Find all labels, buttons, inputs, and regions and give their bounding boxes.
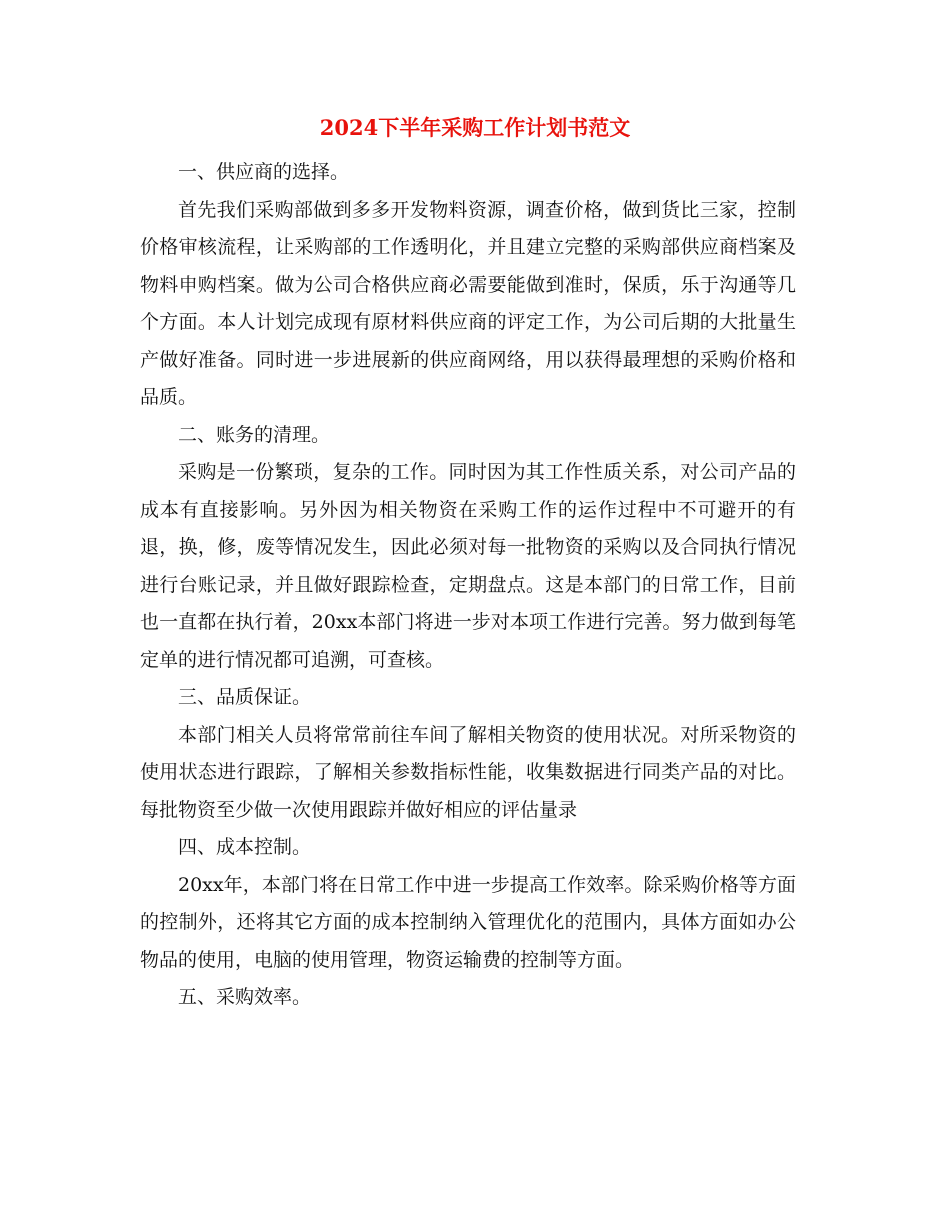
paragraph-cost: 20xx年，本部门将在日常工作中进一步提高工作效率。除采购价格等方面的控制外，还将其它方面的成本控制纳入管理优化的范围内，具体方面如办公物品的使用，电脑的使用管理，物资运输费的控制等方面。	[140, 873, 796, 971]
section-heading-quality: 三、品质保证。	[178, 686, 312, 708]
paragraph-accounts: 采购是一份繁琐，复杂的工作。同时因为其工作性质关系，对公司产品的成本有直接影响。另外因为相关物资在采购工作的运作过程中不可避开的有退，换，修，废等情况发生，因此必须对每一批物资的采购以及合同执行情况进行台账记录，并且做好跟踪检查，定期盘点。这是本部门的日常工作，目前也一直都在执行着，20xx本部门将进一步对本项工作进行完善。努力做到每笔定单的进行情况都可追溯，可查核。	[140, 461, 796, 671]
document-title: 2024下半年采购工作计划书范文	[319, 115, 631, 140]
section-heading-efficiency: 五、采购效率。	[178, 986, 312, 1008]
section-heading-supplier: 一、供应商的选择。	[178, 161, 350, 183]
section-heading-cost: 四、成本控制。	[178, 836, 312, 858]
paragraph-quality: 本部门相关人员将常常前往车间了解相关物资的使用状况。对所采物资的使用状态进行跟踪，了解相关参数指标性能，收集数据进行同类产品的对比。每批物资至少做一次使用跟踪并做好相应的评估量录	[140, 723, 796, 821]
document-body	[140, 154, 796, 1017]
paragraph-supplier: 首先我们采购部做到多多开发物料资源，调查价格，做到货比三家，控制价格审核流程，让采购部的工作透明化，并且建立完整的采购部供应商档案及物料申购档案。做为公司合格供应商必需要能做到准时，保质，乐于沟通等几个方面。本人计划完成现有原材料供应商的评定工作，为公司后期的大批量生产做好准备。同时进一步进展新的供应商网络，用以获得最理想的采购价格和品质。	[140, 198, 796, 408]
section-heading-accounts: 二、账务的清理。	[178, 423, 331, 446]
